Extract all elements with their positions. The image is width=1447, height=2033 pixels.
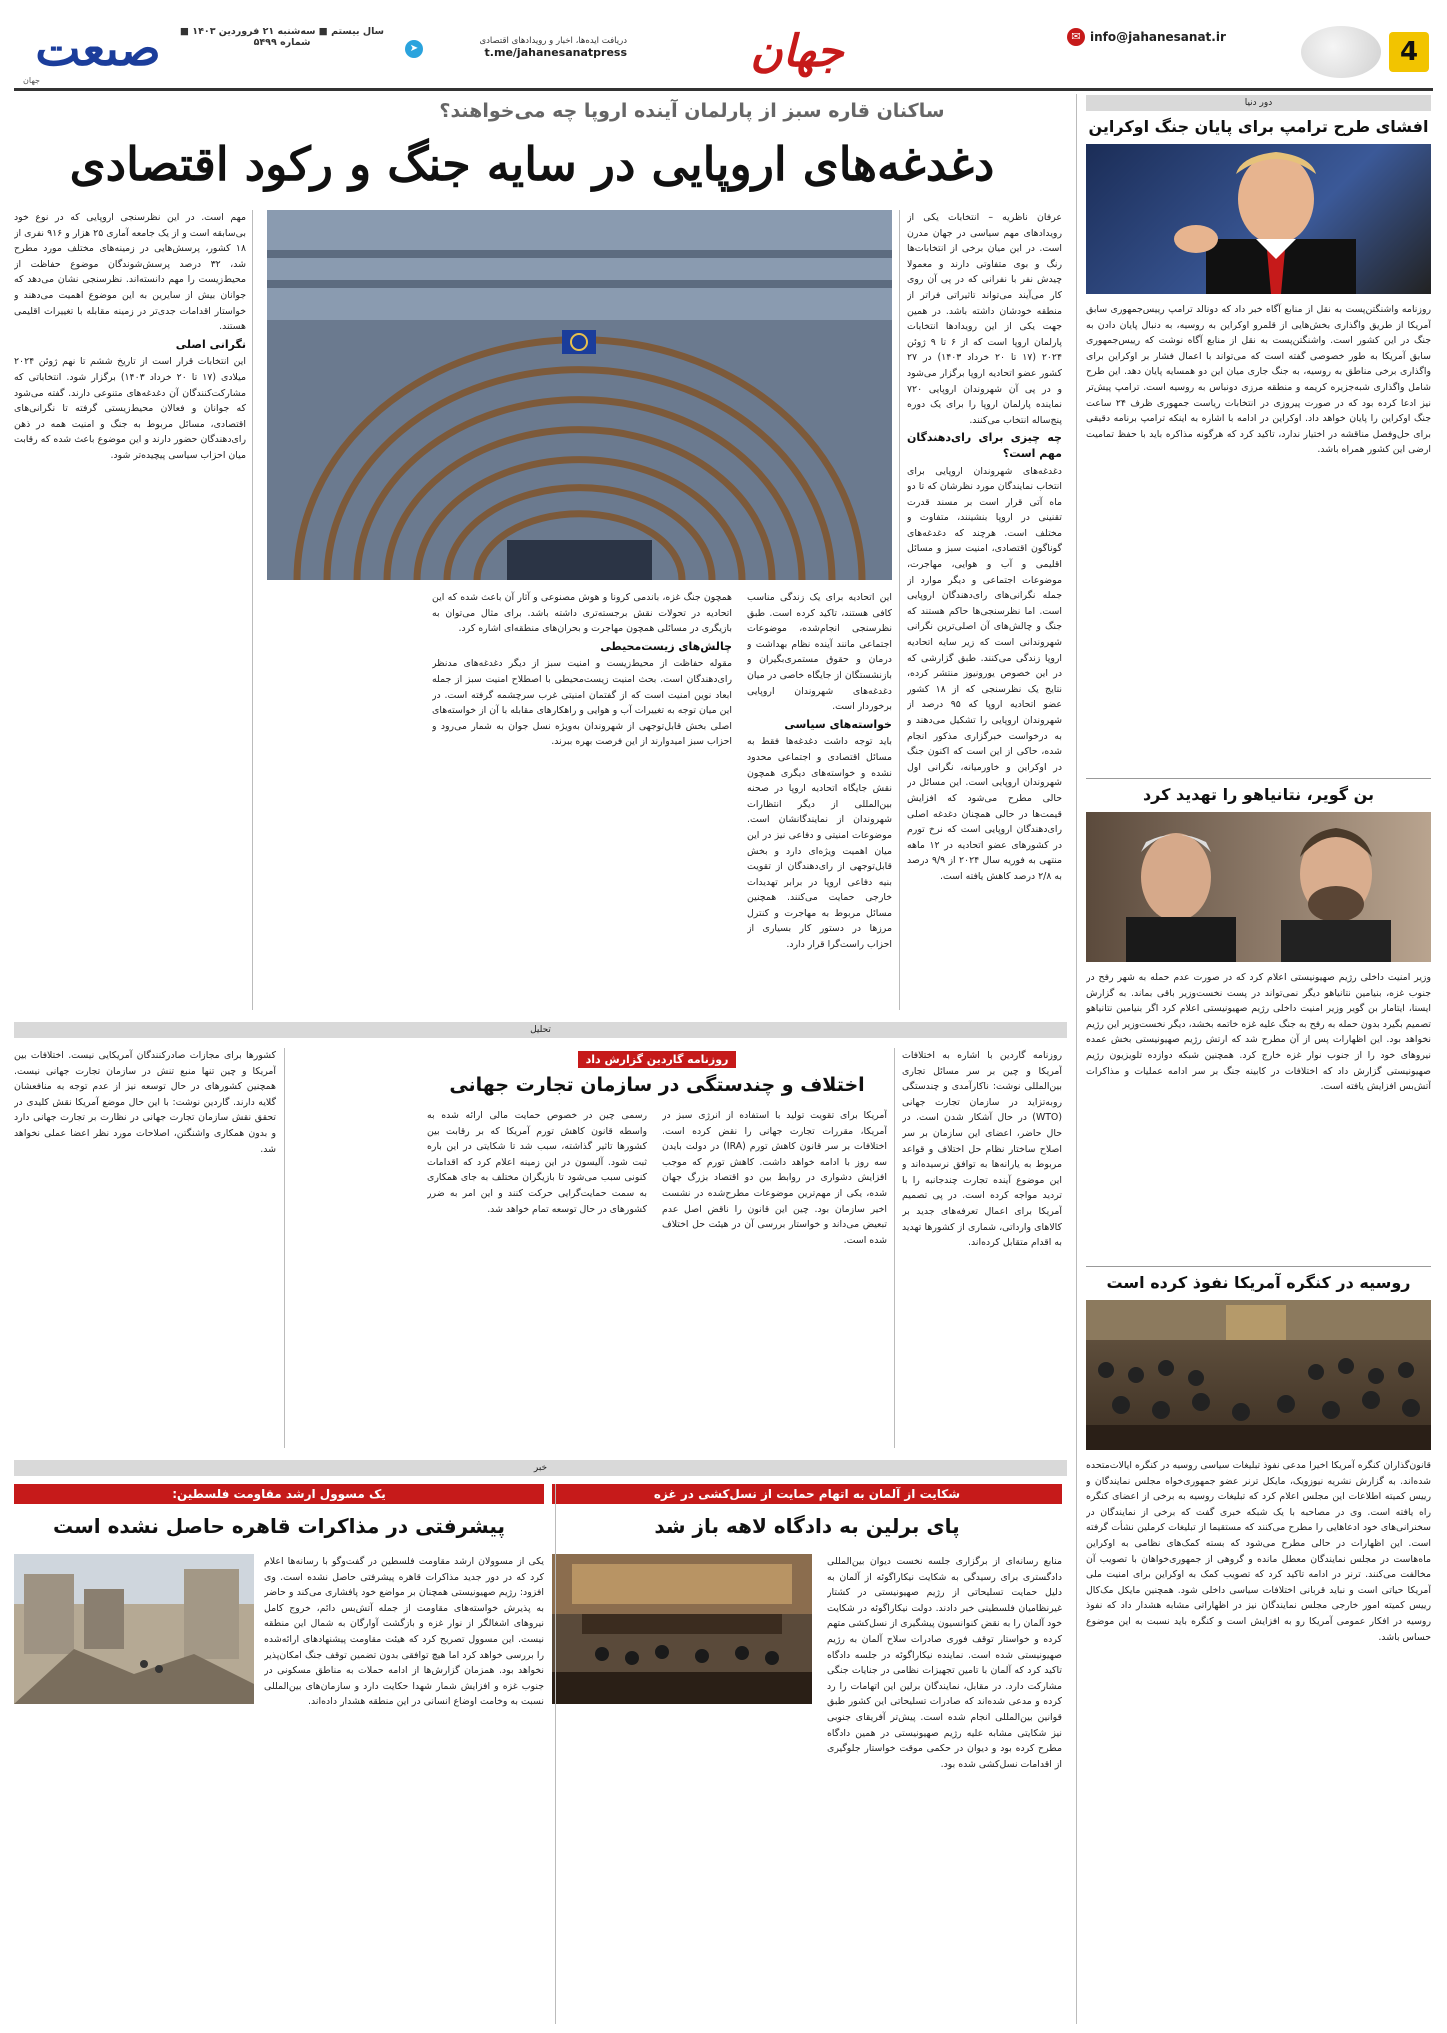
two-men-figure-icon bbox=[1086, 812, 1431, 962]
sidebar-text-1: روزنامه واشنگتن‌پست به نقل از منابع آگاه خبر داد که دونالد ترامپ رییس‌جمهوری سابق آمریکا از طریق واگذاری بخش‌هایی از قلمرو اوکراین به روسیه، به دنبال پایان دادن به جنگ در این کشور است. واشنگتن‌پست به نقل از منابع آگاه نوشت که رییس‌جمهوری سابق آمریکا به طور خصوصی گفته است که می‌تواند با اعمال فشار بر اوکراین برای واگذاری برخی مناطق به روسیه، به جنگ جاری میان این دو همسایه پایان دهد. این طرح شامل واگذاری شبه‌جزیره کریمه و منطقه مرزی دونباس به روسیه است. ترامپ پیش‌تر نیز ادعا کرده بود که در صورت پیروزی در انتخابات ریاست جمهوری ظرف ۲۴ ساعت جنگ اوکراین را پایان خواهد داد. اوکراین در ادامه با اشاره به اینکه ترامپ برنامه دقیقی برای حل‌وفصل مناقشه در اختیار ندارد، تاکید کرد که هرگونه مذاکره باید با حفظ تمامیت ارضی این کشور همراه باشد. bbox=[1086, 304, 1431, 456]
section-title: جهان bbox=[750, 26, 844, 77]
main-col-divider-2 bbox=[252, 210, 253, 1010]
sidebar-rule-2 bbox=[1086, 1266, 1431, 1267]
sidebar-rule-1 bbox=[1086, 778, 1431, 779]
main-headline: دغدغه‌های اروپایی در سایه جنگ و رکود اقتصادی bbox=[69, 137, 995, 191]
main-col-2: این اتحادیه برای یک زندگی مناسب کافی هستند، تاکید کرده است. طبق نظرسنجی انجام‌شده، موضوعات اجتماعی مانند آینده نظام بهداشت و درمان و حقوق مستمری‌بگیران و بازنشستگان از جایگاه خاصی در میان دغدغه‌های شهروندان اروپایی برخوردار است. خواسته‌های سیاسی باید توجه داشت دغدغه‌ها فقط به مسائل اقتصادی و اجتماعی محدود نشده و خواسته‌های دیگری همچون نقش جایگاه اتحادیه اروپا در صحنه بین‌المللی از دیگر انتظارات شهروندان از نمایندگانشان است. موضوعات امنیتی و دفاعی نیز در این میان اهمیت ویژه‌ای دارد و بخش قابل‌توجهی از رای‌دهندگان از تقویت بنیه دفاعی اروپا در برابر تهدیدات خارجی حمایت می‌کنند. همچنین مسائل مربوط به مهاجرت و کنترل مرزها در دستور کار بسیاری از احزاب راست‌گرا قرار دارد. bbox=[747, 592, 892, 951]
analysis-headline: اختلاف و چندستگی در سازمان تجارت جهانی bbox=[449, 1074, 865, 1096]
sidebar-headline-1: افشای طرح ترامپ برای پایان جنگ اوکراین bbox=[1088, 117, 1429, 136]
gaza-photo bbox=[14, 1554, 254, 1704]
news-2 bbox=[14, 1484, 544, 2024]
analysis-kicker-box bbox=[527, 1048, 787, 1068]
congress-photo bbox=[1086, 1300, 1431, 1450]
analysis-col-a: روزنامه گاردین با اشاره به اختلافات آمریکا و چین بر سر مسائل تجاری بین‌المللی نوشت: ناکارآمدی و چندستگی روبه‌تزاید در سازمان تجارت جهانی (WTO) در حال آشکار شدن است. در حال حاضر، اعضای این سازمان بر سر اصلاح ساختار نظام حل اختلاف و قواعد مربوط به یارانه‌ها به توافق نرسیده‌اند و این موضوع آینده تجارت چندجانبه را با تردید مواجه کرده است. در پی تصمیم آمریکا برای اعمال تعرفه‌های جدید بر کالاهای وارداتی، شماری از کشورها تهدید به اقدام متقابل کرده‌اند. bbox=[902, 1050, 1062, 1249]
telegram-text: دریافت ایده‌ها، اخبار و رویدادهای اقتصادی bbox=[479, 36, 627, 46]
sidebar bbox=[1086, 95, 1431, 2020]
main-col-3: مهم است. در این نظرسنجی اروپایی که در نوع خود بی‌سابقه است و از یک جامعه آماری ۲۵ هزار و ۹۱۶ نفری از ۱۸ کشور، پرسش‌هایی در زمینه‌های مختلف مورد مطرح شد، ۳۲ درصد پرسش‌شوندگان موضوع حفاظت از محیط‌زیست را مهم دانسته‌اند. نظرسنجی نشان می‌دهد که جوانان بیش از سایرین به این موضوع اهمیت می‌دهند و خواستار اقدامات جدی‌تر در زمینه مقابله با تغییرات اقلیمی هستند. نگرانی اصلی این انتخابات قرار است از تاریخ ششم تا نهم ژوئن ۲۰۲۴ میلادی (۱۷ تا ۲۰ خرداد ۱۴۰۳) برگزار شود. انتخاباتی که مشارکت‌کنندگان آن دغدغه‌های متنوعی دارند. گفته می‌شود که جوانان و فعالان محیط‌زیستی گرفته تا نگرانی‌های اقتصادی، مسائل مربوط به جنگ و امنیت همه در ذهن رای‌دهندگان حضور دارند و این موضوع باعث شده که رقابت میان احزاب سیاسی پیچیده‌تر شود. bbox=[14, 212, 246, 461]
sidebar-headline-2: بن گویر، نتانیاهو را تهدید کرد bbox=[1142, 785, 1375, 804]
analysis-kicker: روزنامه گاردین گزارش داد bbox=[578, 1051, 737, 1068]
news-bar: خبر bbox=[14, 1460, 1067, 1476]
header-rule bbox=[14, 88, 1433, 91]
main-col-divider-1 bbox=[899, 210, 900, 1010]
analysis-divider-2 bbox=[284, 1048, 285, 1448]
trump-photo bbox=[1086, 144, 1431, 294]
main-col-2-subhead: خواسته‌های سیاسی bbox=[784, 717, 892, 731]
trump-figure-icon bbox=[1086, 144, 1431, 294]
news-2-kicker: یک مسوول ارشد مقاومت فلسطین: bbox=[14, 1484, 544, 1504]
page-number-badge: 4 bbox=[1389, 32, 1429, 72]
news-divider bbox=[555, 1484, 556, 2024]
sidebar-text-2: وزیر امنیت داخلی رژیم صهیونیستی اعلام کرد که در صورت عدم حمله به شهر رفح در جنوب غزه، بنیامین نتانیاهو دیگر نمی‌تواند در پست نخست‌وزیر باقی بماند. به گزارش ایسنا، ایتامار بن گویر وزیر امنیت داخلی رژیم صهیونیستی اعلام کرد اگر بنیامین نتانیاهو تصمیم بگیرد بدون حمله به رفح به جنگ علیه غزه خاتمه بخشد، دیگر نخست‌وزیر این رژیم نخواهد بود. این اظهارات پس از آن مطرح شد که ارتش رژیم صهیونیستی بخش عمده نیروهای خود را از جنوب نوار غزه خارج کرد. همچنین شبکه دوازده تلویزیون رژیم صهیونیستی گزارش داد که اختلافات در کابینه جنگ بر سر ادامه عملیات و مذاکرات آتش‌بس افزایش یافته است. bbox=[1086, 972, 1431, 1093]
logo-sub: جهان bbox=[23, 76, 40, 85]
sidebar-headline-3: روسیه در کنگره آمریکا نفوذ کرده است bbox=[1106, 1273, 1411, 1292]
sidebar-divider bbox=[1076, 94, 1077, 2024]
telegram-block bbox=[409, 36, 627, 70]
main-kicker: ساکنان قاره سبز از پارلمان آینده اروپا چه می‌خواهند؟ bbox=[439, 100, 945, 122]
courtroom-icon bbox=[552, 1554, 812, 1704]
telegram-icon: ➤ bbox=[405, 40, 423, 58]
analysis-col-c: رسمی چین در خصوص حمایت مالی ارائه شده به واسطه قانون کاهش تورم آمریکا که بر رقابت بین کشورها تاثیر گذاشته، سبب شد تا شکایتی در این باره ثبت شود. آلیسون در این زمینه اعلام کرد که اقدامات کنونی سبب می‌شود تا بازیگران مختلف به جای همکاری به سمت حمایت‌گرایی حرکت کنند و این امر به ضرر کشورهای در حال توسعه تمام خواهد شد. bbox=[427, 1110, 647, 1215]
news-1-headline: پای برلین به دادگاه لاهه باز شد bbox=[654, 1514, 960, 1538]
court-photo bbox=[552, 1554, 812, 1704]
parliament-photo bbox=[267, 210, 892, 580]
main-col-4: همچون جنگ غزه، باندمی کرونا و هوش مصنوعی و آثار آن باعث شده که این اتحادیه در تحولات نقش برجسته‌تری داشته باشد. برای مثال می‌توان به بازیگری در مسائلی همچون مهاجرت و بحران‌های منطقه‌ای اشاره کرد. چالش‌های زیست‌محیطی مقوله حفاظت از محیط‌زیست و امنیت سبز از دیگر دغدغه‌های مدنظر رای‌دهندگان است. بحث امنیت زیست‌محیطی با اصطلاح امنیت سبز از جمله ابعاد نوین امنیت است که از گفتمان امنیتی غرب سرچشمه گرفته است. در این میان توجه به تغییرات آب و هوایی و راهکارهای مقابله با آن از خواسته‌های اصلی بخش قابل‌توجهی از شهروندان به‌ویژه نسل جوان به شمار می‌رود و احزاب سبز امیدوارند از این فرصت بهره ببرند. bbox=[432, 592, 732, 748]
analysis-col-b: آمریکا برای تقویت تولید با استفاده از انرژی سبز در آمریکا، مقررات تجارت جهانی را نقض کرده است. اختلافات بر سر قانون کاهش تورم (IRA) در دولت بایدن سه روز با ادامه خواهد داشت. کاهش تورم که موجب افزایش دشواری در روابط بین دو اقتصاد بزرگ جهان شده، یکی از مهم‌ترین موضوعات مطرح‌شده در نشست اخیر سازمان بود. چین این قانون را ناقض اصل عدم تبعیض می‌داند و خواستار بررسی آن در هیئت حل اختلاف شده است. bbox=[662, 1110, 887, 1246]
globe-icon bbox=[1301, 26, 1381, 78]
telegram-link[interactable]: t.me/jahanesanatpress bbox=[484, 46, 627, 59]
analysis-divider-1 bbox=[894, 1048, 895, 1448]
mail-icon: ✉ bbox=[1067, 28, 1085, 46]
news-2-headline: پیشرفتی در مذاکرات قاهره حاصل نشده است bbox=[52, 1514, 506, 1538]
parliament-hemicycle-icon bbox=[267, 210, 892, 580]
news-2-text: یکی از مسوولان ارشد مقاومت فلسطین در گفت‌وگو با رسانه‌ها اعلام کرد که در دور جدید مذاکرات قاهره پیشرفتی حاصل نشده است. وی افزود: رژیم صهیونیستی همچنان بر مواضع خود پافشاری می‌کند و حاضر به پذیرش خواسته‌های مقاومت از جمله آتش‌بس دائم، خروج کامل نیروهای اشغالگر از نوار غزه و بازگشت آوارگان به شمال این منطقه نیست. این مسوول تصریح کرد که هیئت مقاومت پیشنهادهای ارائه‌شده را بررسی خواهد کرد اما هیچ توافقی بدون تضمین توقف جنگ امکان‌پذیر نخواهد بود. همزمان گزارش‌ها از ادامه حملات به مناطق مسکونی در جنوب غزه و افزایش شمار شهدا حکایت دارد و سازمان‌های بین‌المللی نسبت به وخامت اوضاع انسانی در این منطقه هشدار داده‌اند. bbox=[264, 1556, 544, 1708]
news-1-text: منابع رسانه‌ای از برگزاری جلسه نخست دیوان بین‌المللی دادگستری برای رسیدگی به شکایت نیکاراگوئه از آلمان به دلیل حمایت تسلیحاتی از رژیم صهیونیستی در کشتار غیرنظامیان فلسطینی خبر دادند. دولت نیکاراگوئه در شکایت خود آلمان را به نقض کنوانسیون پیشگیری از نسل‌کشی متهم کرده و خواستار توقف فوری صادرات سلاح آلمان به رژیم صهیونیستی شده است. نماینده نیکاراگوئه در جلسه دادگاه تاکید کرد که آلمان با تامین تجهیزات نظامی در جنایات جنگی مشارکت دارد. در مقابل، نمایندگان برلین این اتهامات را رد کرده و مدعی شده‌اند که صادرات تسلیحاتی این کشور طبق قوانین بین‌المللی انجام شده است. پیش‌تر آفریقای جنوبی نیز شکایتی مشابه علیه رژیم صهیونیستی در همین دادگاه مطرح کرده بود و دیوان در حکمی موقت خواستار جلوگیری از اقدامات نسل‌کشی شده بود. bbox=[827, 1556, 1062, 1770]
news-1-kicker: شکایت از آلمان به اتهام حمایت از نسل‌کشی در غزه bbox=[552, 1484, 1062, 1504]
analysis-col-d: کشورها برای مجازات صادرکنندگان آمریکایی نیست. اختلافات بین آمریکا و چین تنها منبع تنش در سازمان تجارت جهانی نیست. همچنین کشورهای در حال توسعه نیز از عدم توجه به منافعشان گلایه دارند. گاردین نوشت: با این حال موضع آمریکا نقش کلیدی در تحقق نقش سازمان تجارت جهانی در نظارت بر تجارت جهانی دارد و بدون همکاری واشنگتن، اصلاحات مورد نظر اعضا عملی نخواهد شد. bbox=[14, 1050, 276, 1155]
issue-line: سال بیستم ■ سه‌شنبه ۲۱ فروردین ۱۴۰۳ ■ شماره ۵۴۹۹ bbox=[180, 26, 384, 48]
main-col-3-subhead: نگرانی اصلی bbox=[175, 337, 246, 351]
analysis-bar: تحلیل bbox=[14, 1022, 1067, 1038]
main-col-1: عرفان ناظریه – انتخابات یکی از رویدادهای مهم سیاسی در جهان مدرن است. در این میان برخی از انتخابات‌ها رنگ و بوی متفاوتی دارند و معمولا چیدش نفر با نفرانی که در پی آن روی کار می‌آیند می‌تواند تاثیراتی فراتر از منطقه خودشان داشته باشد. در همین جهت یکی از این رویدادها انتخابات پارلمان اروپا است که از ۶ تا ۹ ژوئن ۲۰۲۴ (۱۷ تا ۲۰ خرداد ۱۴۰۳) در ۲۷ کشور عضو اتحادیه اروپا برگزار می‌شود و در پی آن شهروندان اروپایی ۷۲۰ نماینده پارلمان اروپا را برای یک دوره پنج‌ساله انتخاب می‌کنند. چه چیزی برای رای‌دهندگان مهم است؟ دغدغه‌های شهروندان اروپایی برای انتخاب نمایندگان مورد نظرشان که تا دو ماه آتی قرار است بر مسند قدرت تقنینی در اروپا بنشینند، متفاوت و مختلف است. هرچند که دغدغه‌های گوناگون اقتصادی، امنیت سبز و مسائل اقلیمی و آب و هوایی، مهاجرت، موضوعات اجتماعی و دیگر موارد از جمله نگرانی‌های رای‌دهندگان اروپایی است. اما نظرسنجی‌ها حاکم هستند که جنگ و چالش‌های آن اصلی‌ترین نگرانی شهروندانی است که زیر سایه اتحادیه اروپا زندگی می‌کنند. طبق گزارشی که در این خصوص یورونیوز منتشر کرده، نتایج یک نظرسنجی که از ۱۸ کشور عضو اتحادیه اروپا که ۹۵ درصد از شهروندان اروپایی را تشکیل می‌دهند و به درخواست خبرگزاری مذکور انجام شده، حاکی از این است که اکنون جنگ در اوکراین و خاورمیانه، نگرانی اول شهروندان اروپایی است. این مسائل در حالی مطرح می‌شود که افزایش قیمت‌ها در حالی همچنان دغدغه اصلی رای‌دهندگان اروپایی است که نرخ تورم در کشورهای عضو اتحادیه در ۱۲ ماهه منتهی به فوریه سال ۲۰۲۴ از ۹/۹ درصد به ۲/۸ درصد کاهش یافته است. bbox=[907, 212, 1062, 882]
sidebar-text-3: قانون‌گذاران کنگره آمریکا اخیرا مدعی نفوذ تبلیغات سیاسی روسیه در کنگره ایالات‌متحده شده‌اند. به گزارش نشریه نیوزویک، مایکل ترنر عضو جمهوری‌خواه مجلس نمایندگان و رییس کمیته اطلاعات این مجلس اعلام کرد که تبلیغات روسیه به برخی از اعضای کنگره راه یافته است. وی در مصاحبه با یک شبکه خبری گفت که برخی از نمایندگان در سخنرانی‌های خود ادعاهایی را مطرح می‌کنند که مستقیما از تبلیغات کرملین نشأت گرفته است. این اظهارات در حالی مطرح می‌شود که بسته کمک‌های نظامی به اوکراین ماه‌هاست در مجلس نمایندگان معطل مانده و گروهی از جمهوری‌خواهان با تصویب آن مخالفت می‌کنند. ترنر در ادامه تاکید کرد که تصویب کمک به اوکراین برای امنیت ملی آمریکا حیاتی است و نباید قربانی اختلافات سیاسی داخلی شود. همچنین مایکل مک‌کال رییس کمیته امور خارجی مجلس نمایندگان نیز در اظهاراتی مشابه هشدار داد که نفوذ روسیه در افکار عمومی آمریکا رو به افزایش است و کنگره باید نسبت به این موضوع حساس باشد. bbox=[1086, 1460, 1431, 1643]
main-col-4-subhead: چالش‌های زیست‌محیطی bbox=[600, 639, 732, 653]
congress-crowd-icon bbox=[1086, 1300, 1431, 1450]
email-block bbox=[1067, 26, 1267, 48]
logo bbox=[18, 22, 178, 86]
rubble-icon bbox=[14, 1554, 254, 1704]
bengvir-netanyahu-photo bbox=[1086, 812, 1431, 962]
main-col-1-subhead: چه چیزی برای رای‌دهندگان مهم است؟ bbox=[907, 431, 1062, 460]
logo-text: صنعت bbox=[18, 22, 178, 76]
news-1 bbox=[552, 1484, 1062, 2024]
email-text[interactable]: info@jahanesanat.ir bbox=[1090, 30, 1226, 44]
sidebar-label: دور دنیا bbox=[1086, 95, 1431, 111]
